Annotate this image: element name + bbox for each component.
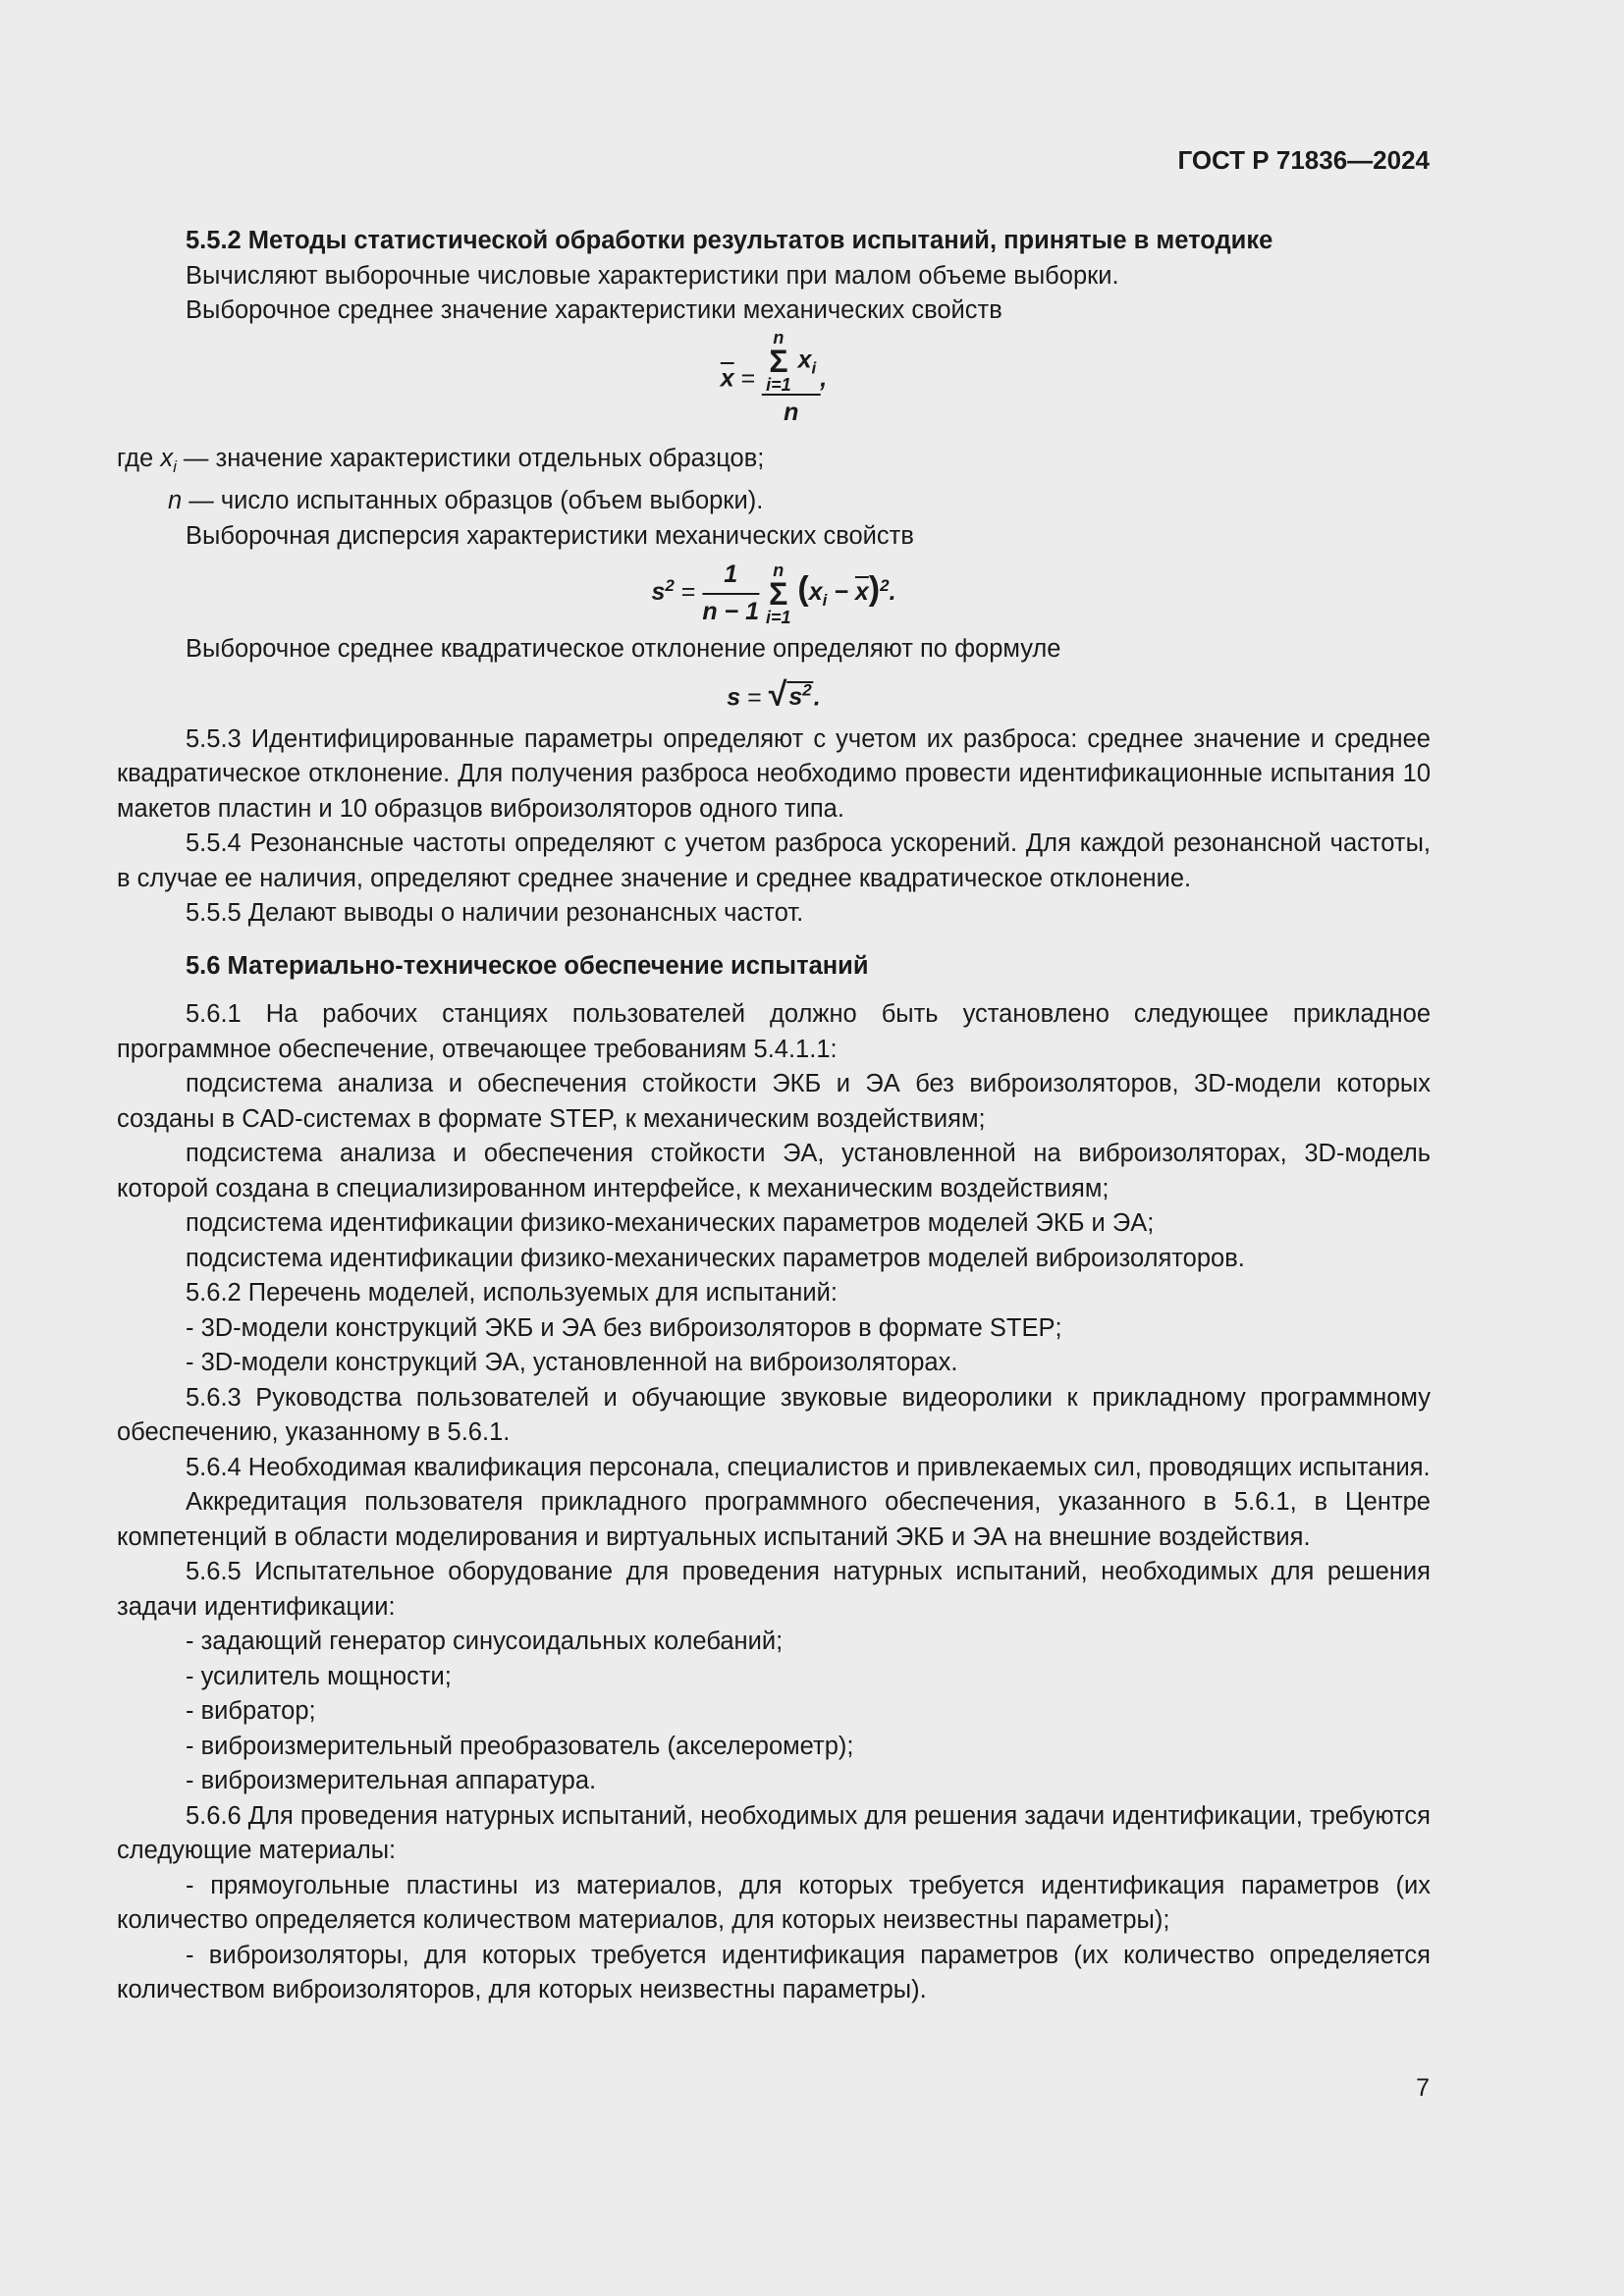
paragraph-553: 5.5.3 Идентифицированные параметры определяют с учетом их разброса: среднее значение и среднее квадратическое отклонение. Для получения разброса необходимо провести идентификационные испытания 10 макетов пластин и 10 образцов виброизоляторов одного типа. xyxy=(117,724,1431,823)
page-number: 7 xyxy=(1416,2074,1430,2102)
list-item: - задающий генератор синусоидальных колебаний; xyxy=(186,1628,784,1656)
paragraph: Вычисляют выборочные числовые характеристики при малом объеме выборки. xyxy=(186,261,1119,290)
formula-standard-deviation: $s = √s^2$. xyxy=(117,667,1431,722)
list-item: - вибратор; xyxy=(186,1697,316,1726)
list-item: - виброизмерительная аппаратура. xyxy=(186,1767,597,1795)
paragraph: подсистема анализа и обеспечения стойкости ЭКБ и ЭА без виброизоляторов, 3D-модели которых созданы в CAD-системах в формате STEP, к механическим воздействиям; xyxy=(117,1070,1431,1133)
list-item: - 3D-модели конструкций ЭА, установленной на виброизоляторах. xyxy=(186,1349,958,1377)
sum-symbol: n Σ i=1 xyxy=(765,560,791,627)
paragraph: подсистема идентификации физико-механических параметров моделей ЭКБ и ЭА; xyxy=(186,1209,1155,1238)
legend-n: n — число испытанных образцов (объем выборки). xyxy=(168,487,764,515)
denominator: n − 1 xyxy=(702,597,759,625)
section-heading-56: 5.6 Материально-техническое обеспечение испытаний xyxy=(186,951,869,980)
list-item: - 3D-модели конструкций ЭКБ и ЭА без виброизоляторов в формате STEP; xyxy=(186,1313,1062,1342)
sum-lower-limit: i=1 xyxy=(765,607,791,627)
paragraph-565: 5.6.5 Испытательное оборудование для проведения натурных испытаний, необходимых для решения задачи идентификации: xyxy=(117,1558,1431,1621)
formula-lhs: $\overline{x}$ xyxy=(720,363,734,392)
standard-code: ГОСТ Р 71836—2024 xyxy=(1177,145,1430,175)
fraction xyxy=(702,558,759,629)
paragraph: Выборочное среднее значение характеристики механических свойств xyxy=(186,296,1002,324)
paragraph-566: 5.6.6 Для проведения натурных испытаний, необходимых для решения задачи идентификации, требуются следующие материалы: xyxy=(117,1801,1431,1865)
numerator: x xyxy=(797,346,812,374)
paragraph-561: 5.6.1 На рабочих станциях пользователей должно быть установлено следующее прикладное программное обеспечение, отвечающее требованиям 5.4.1.1: xyxy=(117,1000,1431,1063)
page-content xyxy=(117,224,1431,2008)
paragraph-563: 5.6.3 Руководства пользователей и обучающие звуковые видеоролики к прикладному программному обеспечению, указанному в 5.6.1. xyxy=(117,1383,1431,1447)
numerator: 1 xyxy=(702,558,759,595)
paragraph: Выборочное среднее квадратическое отклонение определяют по формуле xyxy=(186,635,1061,664)
formula-sample-mean: $\overline{x}$ = n Σ i=1 $x_i$ n , xyxy=(117,329,1431,442)
paragraph-564: 5.6.4 Необходимая квалификация персонала, специалистов и привлекаемых сил, проводящих испытания. xyxy=(186,1453,1431,1481)
list-item: - виброизоляторы, для которых требуется идентификация параметров (их количество определяется количеством виброизоляторов, для которых неизвестны параметры). xyxy=(117,1941,1431,2004)
paragraph-562: 5.6.2 Перечень моделей, используемых для испытаний: xyxy=(186,1279,838,1308)
sum-upper-limit: n xyxy=(773,327,785,347)
section-heading-552: 5.5.2 Методы статистической обработки результатов испытаний, принятые в методике xyxy=(186,227,1273,254)
sqrt-symbol: $√s^2$ xyxy=(768,674,812,713)
list-item: - прямоугольные пластины из материалов, для которых требуется идентификация параметров (их количество определяется количеством материалов, для которых неизвестны параметры); xyxy=(117,1871,1431,1935)
denominator: n xyxy=(784,398,799,426)
paragraph: Выборочная дисперсия характеристики механических свойств xyxy=(186,521,914,550)
list-item: - усилитель мощности; xyxy=(186,1662,452,1690)
paragraph-555: 5.5.5 Делают выводы о наличии резонансных частот. xyxy=(186,899,804,928)
paragraph: подсистема анализа и обеспечения стойкости ЭА, установленной на виброизоляторах, 3D-модель которой создана в специализированном интерфейсе, к механическим воздействиям; xyxy=(117,1140,1431,1202)
paragraph: подсистема идентификации физико-механических параметров моделей виброизоляторов. xyxy=(186,1244,1245,1272)
sum-symbol: n Σ i=1 xyxy=(766,327,791,395)
sum-upper-limit: n xyxy=(773,560,785,580)
list-item: - виброизмерительный преобразователь (акселерометр); xyxy=(186,1732,854,1760)
fraction: n Σ i=1 $x_i$ n xyxy=(762,329,820,431)
legend-xi: где $x_i$ — значение характеристики отдельных образцов; xyxy=(117,444,765,476)
paragraph-554: 5.5.4 Резонансные частоты определяют с учетом разброса ускорений. Для каждой резонансной частоты, в случае ее наличия, определяют среднее значение и среднее квадратическое отклонение. xyxy=(117,829,1431,892)
formula-sample-variance: $s^2$ = $\frac{1}{n - 1}$ n Σ i=1 $(x_i - \overline{x})^2$. xyxy=(117,554,1431,632)
sum-lower-limit: i=1 xyxy=(766,374,791,395)
paragraph: Аккредитация пользователя прикладного программного обеспечения, указанного в 5.6.1, в Центре компетенций в области моделирования и виртуальных испытаний ЭКБ и ЭА на внешние воздействия. xyxy=(117,1488,1431,1551)
